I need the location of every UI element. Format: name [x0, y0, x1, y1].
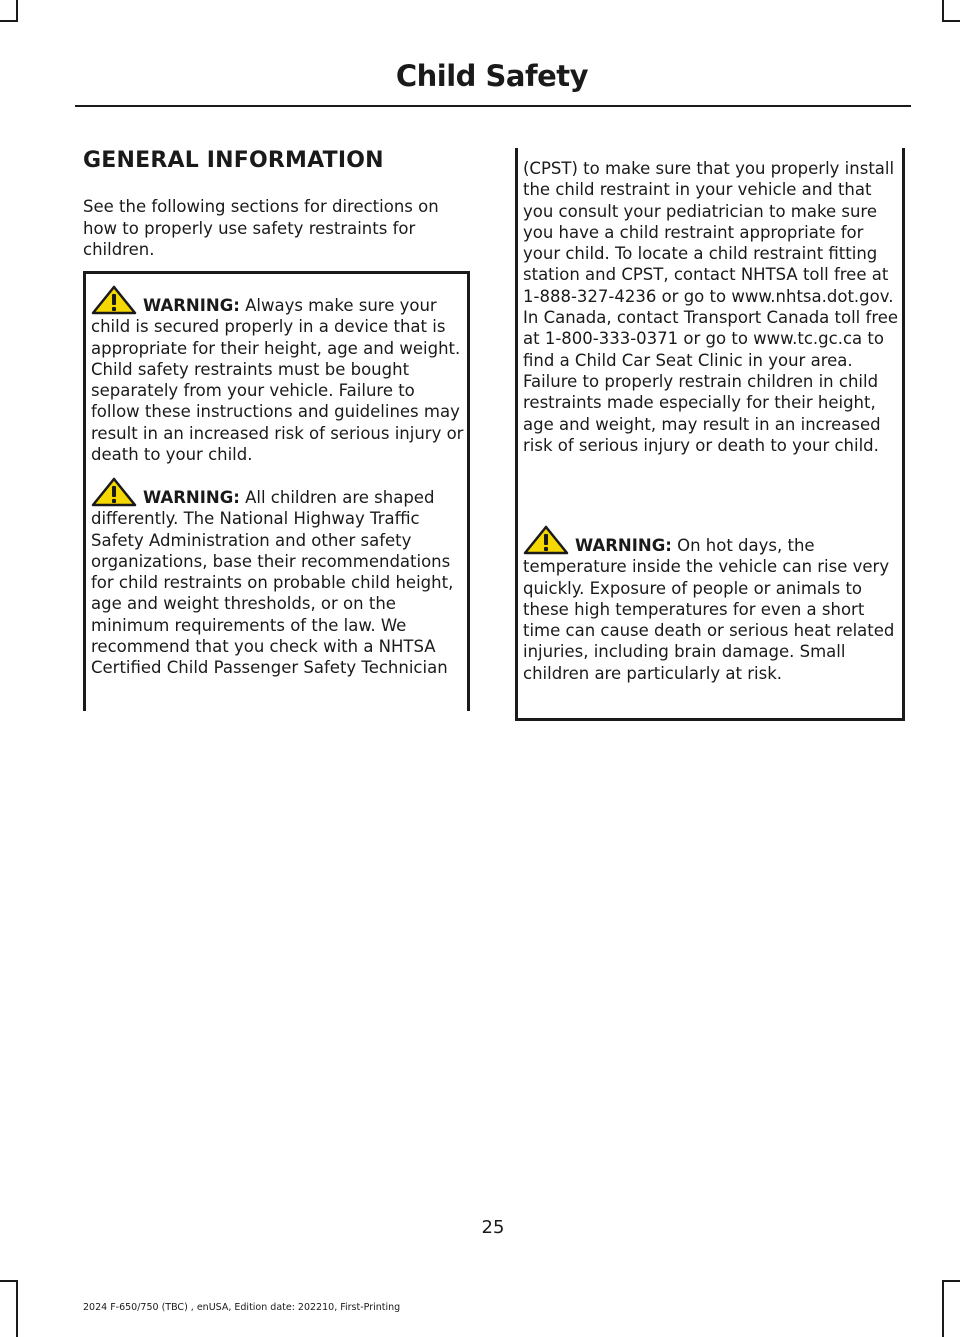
- crop-mark-bottom-left-vertical: [16, 1280, 18, 1337]
- warning-paragraph-1: [91, 285, 466, 465]
- header-rule: [75, 105, 911, 107]
- crop-mark-bottom-left-horizontal: [0, 1280, 18, 1282]
- warning-continuation: (CPST) to make sure that you properly install the child restraint in your vehicle and that you consult your pediatrician to make sure you have a child restraint appropriate for your child. To locate a child restraint fitting station and CPST, contact NHTSA toll free at 1-888-327-4236 or go to www.nhtsa.dot.gov. In Canada, contact Transport Canada toll free at 1-800-333-0371 or go to www.tc.gc.ca to find a Child Car Seat Clinic in your area. Failure to properly restrain children in child restraints made especially for their height, age and weight, may result in an increased risk of serious injury or death to your child.: [523, 159, 899, 455]
- page-title: Child Safety: [395, 59, 588, 93]
- footer-edition-info: 2024 F-650/750 (TBC) , enUSA, Edition date: 202210, First-Printing: [83, 1302, 401, 1313]
- page-number: 25: [481, 1217, 505, 1238]
- warning-text: On hot days, the temperature inside the vehicle can rise very quickly. Exposure of people or animals to these high temperatures for even a short time can cause death or serious heat related injuries, including brain damage. Small children are particularly at risk.: [523, 536, 895, 683]
- crop-mark-top-left-horizontal: [0, 20, 18, 22]
- warning-label: WARNING:: [143, 488, 240, 507]
- warning-triangle-icon: [91, 285, 137, 315]
- warning-triangle-icon: [91, 477, 137, 507]
- warning-text: All children are shaped differently. The National Highway Traffic Safety Administration and other safety organizations, base their recommendations for child restraints on probable child height, age and weight thresholds, or on the minimum requirements of the law. We recommend that you check with a NHTSA Certified Child Passenger Safety Technician: [91, 488, 454, 678]
- warning-triangle-icon: [523, 525, 569, 555]
- intro-paragraph: See the following sections for directions on how to properly use safety restraints for children.: [83, 197, 439, 259]
- warning-label: WARNING:: [143, 296, 240, 315]
- crop-mark-bottom-right-vertical: [942, 1280, 944, 1337]
- warning-paragraph-3: [523, 525, 899, 684]
- warning-label: WARNING:: [575, 536, 672, 555]
- crop-mark-top-right-horizontal: [942, 20, 960, 22]
- section-heading: GENERAL INFORMATION: [83, 148, 384, 173]
- warning-text: Always make sure your child is secured properly in a device that is appropriate for their height, age and weight. Child safety restraints must be bought separately from your vehicle. Failure to follow these instructions and guidelines may result in an increased risk of serious injury or death to your child.: [91, 296, 464, 465]
- crop-mark-top-right-vertical: [942, 0, 944, 22]
- warning-paragraph-2: [91, 477, 466, 679]
- crop-mark-top-left-vertical: [16, 0, 18, 22]
- crop-mark-bottom-right-horizontal: [942, 1280, 960, 1282]
